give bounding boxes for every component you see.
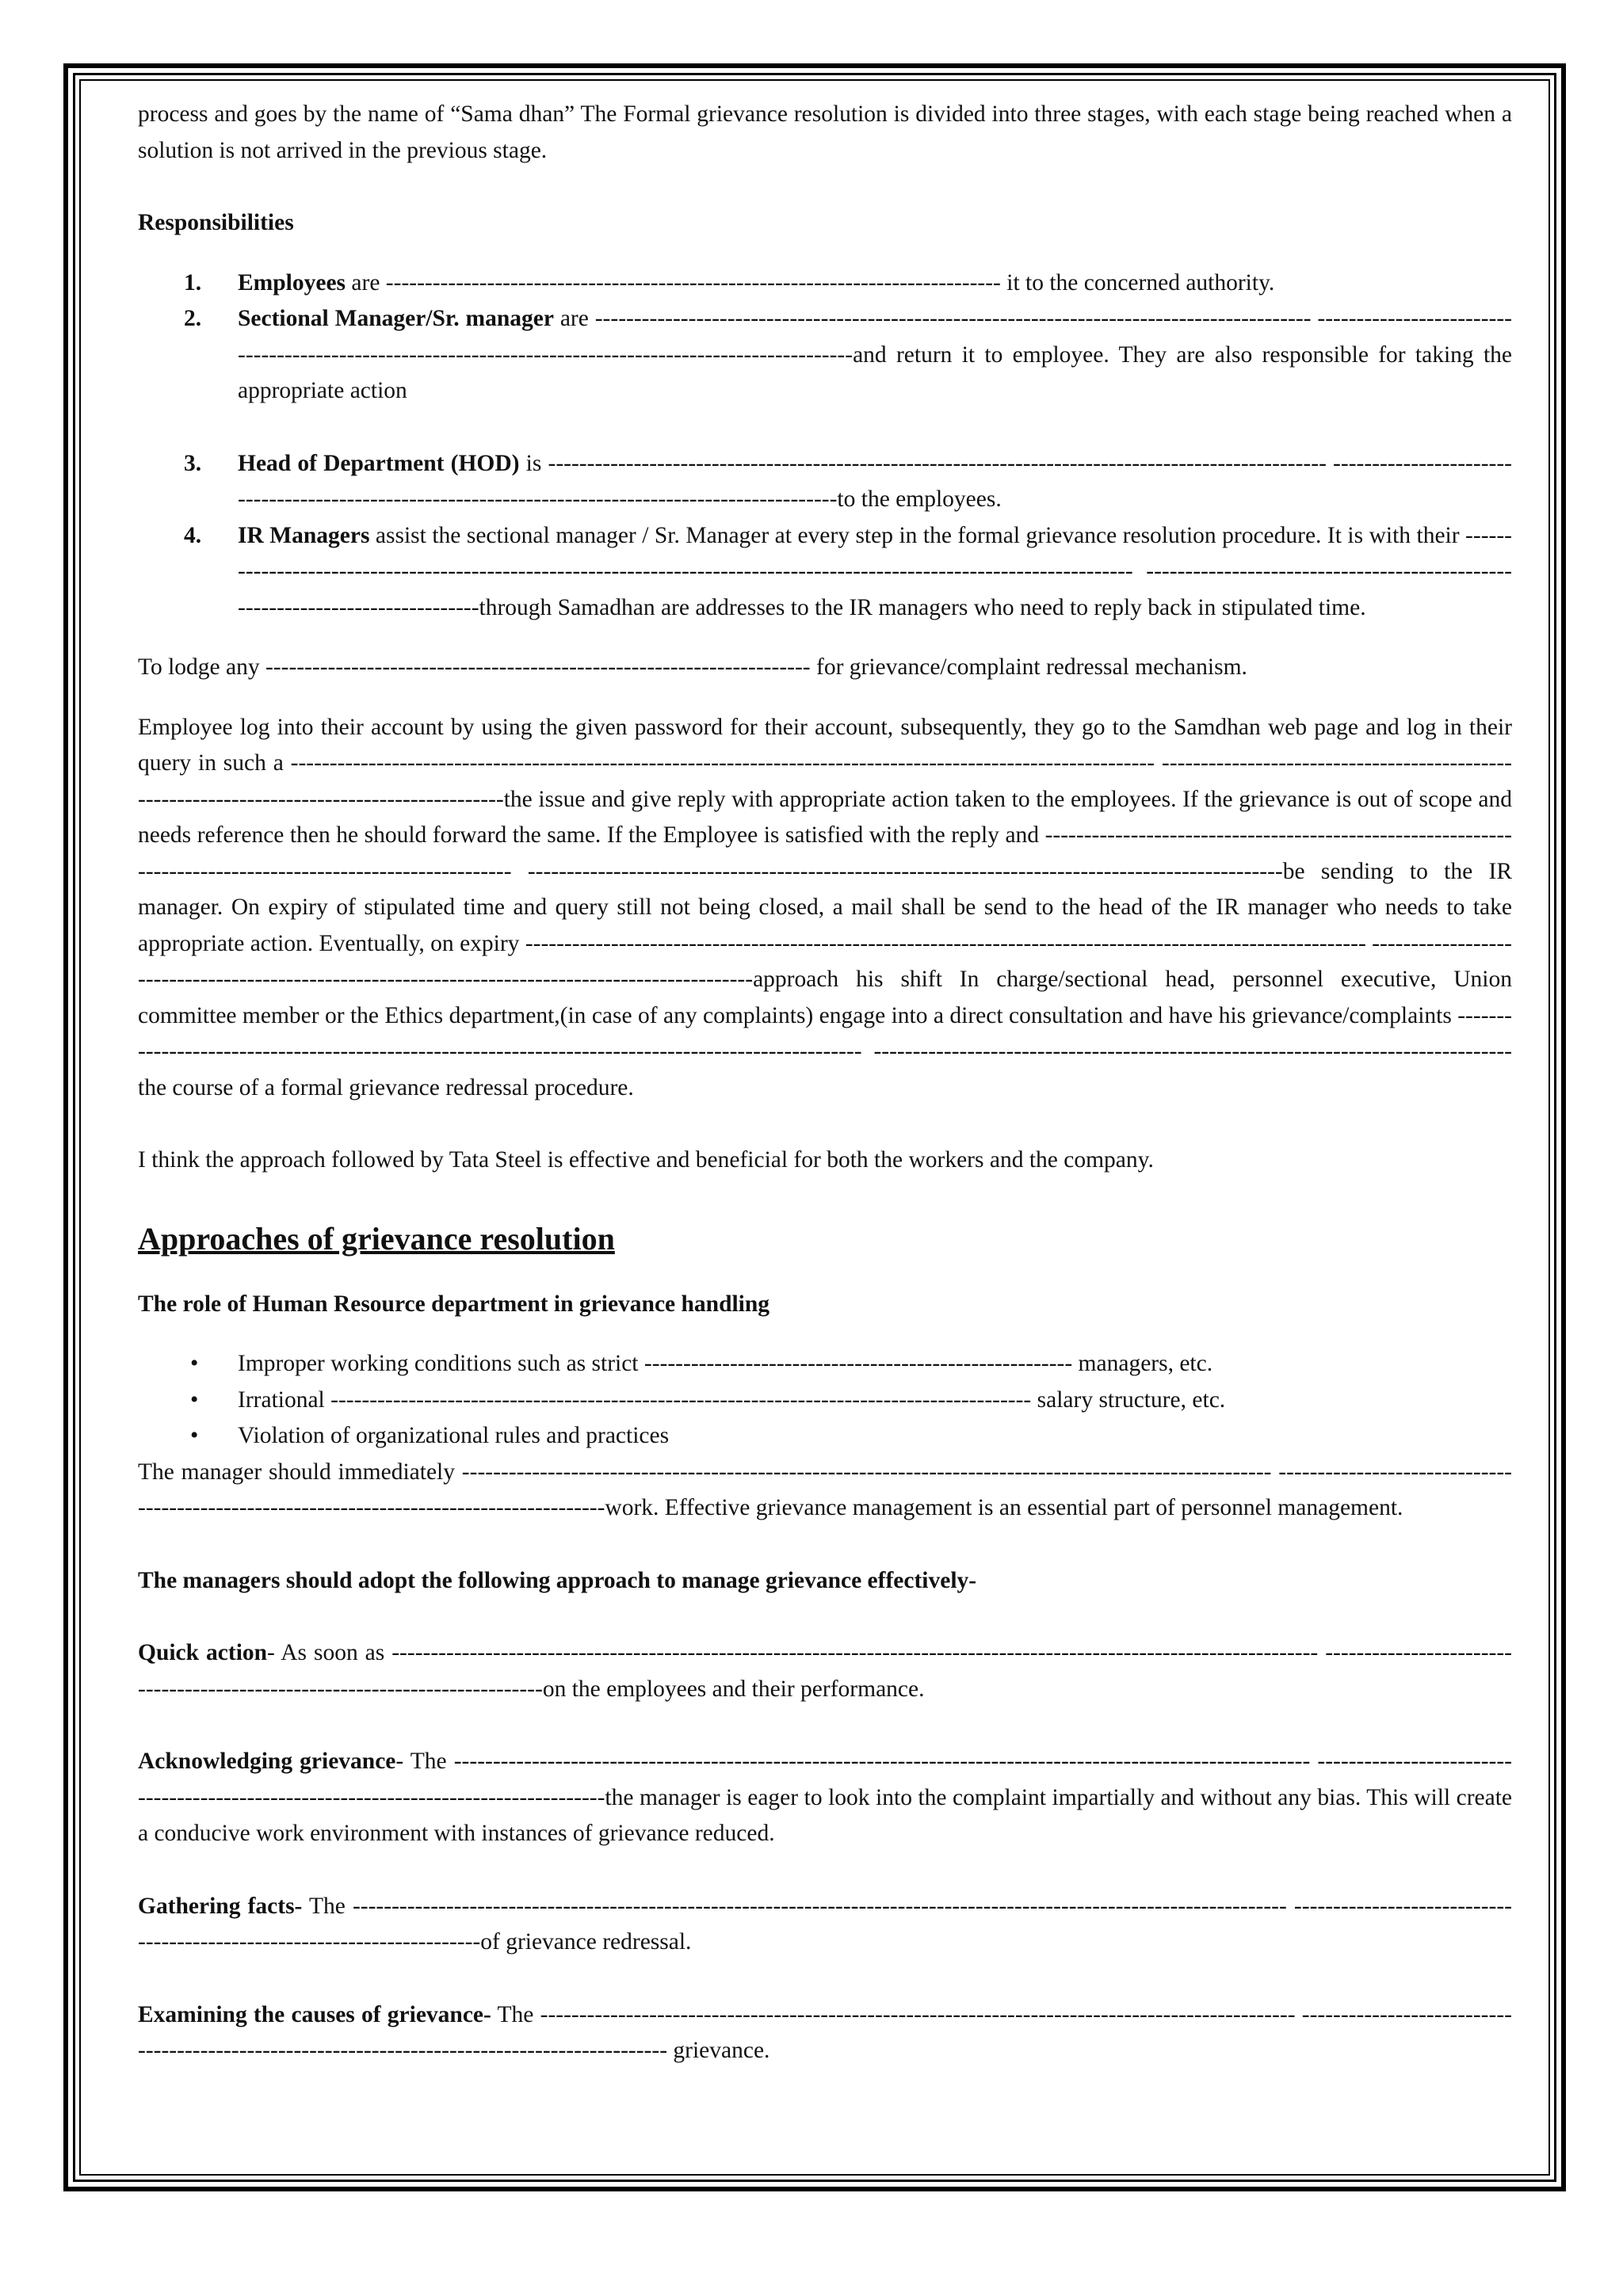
role-text: assist the sectional manager / Sr. Manager at every step in the formal grievance resolution procedure. It is with their ------------------------------------------------------------------------------------------------------------------------- ------------------------------------------------------------------------------through Samadhan are addresses to the IR managers who need to reply back in stipulated time. <box>238 522 1512 620</box>
role-label: Head of Department (HOD) <box>238 450 520 476</box>
section-title: Approaches of grievance resolution <box>138 1220 615 1257</box>
list-item <box>138 518 1512 627</box>
document-body <box>138 97 1512 2069</box>
approach-heading: The managers should adopt the following approach to manage grievance effectively- <box>138 1567 977 1593</box>
list-number: 3. <box>184 450 202 476</box>
lodge-paragraph: To lodge any ---------------------------------------------------------------------- for grievance/complaint redressal mechanism. <box>138 654 1247 680</box>
list-item <box>138 265 1512 302</box>
responsibilities-list <box>138 265 1512 627</box>
list-number: 4. <box>184 522 202 548</box>
role-text: are ------------------------------------------------------------------------------- it to the concerned authority. <box>346 269 1275 296</box>
list-item <box>138 301 1512 410</box>
role-text: is ---------------------------------------------------------------------------------------------------- ----------------------------------------------------------------------------------------------------to the employees. <box>238 450 1513 512</box>
list-item: • Improper working conditions such as strict ------------------------------------------------------- managers, etc. <box>138 1346 1512 1383</box>
manager-paragraph: The manager should immediately -------------------------------------------------------------------------------------------------------- ------------------------------------------------------------------------------------------work. Effective grievance management is an essential part of personnel management. <box>138 1459 1512 1520</box>
list-item: • Irrational ------------------------------------------------------------------------------------------ salary structure, etc. <box>138 1383 1512 1419</box>
list-number: 1. <box>184 269 202 296</box>
role-label: IR Managers <box>238 522 370 548</box>
responsibilities-heading: Responsibilities <box>138 210 294 235</box>
approach-item-examining-causes: Examining the causes of grievance- The ------------------------------------------------------------------------------------------------- ----------------------------------------------------------------------------------------------- grievance. <box>138 2001 1512 2063</box>
bullet-icon: • <box>190 1423 199 1448</box>
role-text: are -------------------------------------------------------------------------------------------- --------------------------------------------------------------------------------------------------------and return it to employee. They are also responsible for taking the appropriate action <box>238 306 1512 403</box>
hr-role-heading: The role of Human Resource department in grievance handling <box>138 1291 770 1317</box>
hr-bullet-list <box>138 1346 1512 1455</box>
employee-log-paragraph: Employee log into their account by using the given password for their account, subsequently, they go to the Samdhan web page and log in their query in such a --------------------------------------------------------------------------------------------------------------- --------------------------------------------------------------------------------------------the issue and give reply with appropriate action taken to the employees. If the grievance is out of scope and needs reference then he should forward the same. If the Employee is satisfied with the reply and ------------------------------------------------------------------------------------------------------------ -------------------------------------------------------------------------------------------------be sending to the IR manager. On expiry of stipulated time and query still not being closed, a mail shall be send to the head of the IR manager who needs to take appropriate action. Eventually, on expiry ------------------------------------------------------------------------------------------------------------ -------------------------------------------------------------------------------------------------approach his shift In charge/sectional head, personnel executive, Union committee member or the Ethics department,(in case of any complaints) engage into a direct consultation and have his grievance/complaints ---------------------------------------------------------------------------------------------------- ----------------------------------------------------------------------------------the course of a formal grievance redressal procedure. <box>138 714 1512 1100</box>
approach-item-quick-action: Quick action- As soon as ----------------------------------------------------------------------------------------------------------------------- ----------------------------------------------------------------------------on the employees and their performance. <box>138 1640 1512 1702</box>
role-label: Sectional Manager/Sr. manager <box>238 306 554 331</box>
approach-item-gathering-facts: Gathering facts- The ------------------------------------------------------------------------------------------------------------------------ ------------------------------------------------------------------------of grievance redressal. <box>138 1893 1512 1955</box>
bullet-icon: • <box>190 1351 199 1376</box>
approach-item-acknowledging: Acknowledging grievance- The -------------------------------------------------------------------------------------------------------------- -------------------------------------------------------------------------------------the manager is eager to look into the complaint impartially and without any bias. This will create a conducive work environment with instances of grievance reduced. <box>138 1749 1513 1846</box>
list-item: • Violation of organizational rules and practices <box>138 1418 1512 1455</box>
list-item <box>138 446 1512 518</box>
opinion-paragraph: I think the approach followed by Tata Steel is effective and beneficial for both the workers and the company. <box>138 1147 1154 1173</box>
bullet-icon: • <box>190 1386 199 1413</box>
intro-paragraph: process and goes by the name of “Sama dhan” The Formal grievance resolution is divided into three stages, with each stage being reached when a solution is not arrived in the previous stage. <box>138 101 1512 163</box>
list-number: 2. <box>184 306 202 331</box>
role-label: Employees <box>238 269 346 296</box>
